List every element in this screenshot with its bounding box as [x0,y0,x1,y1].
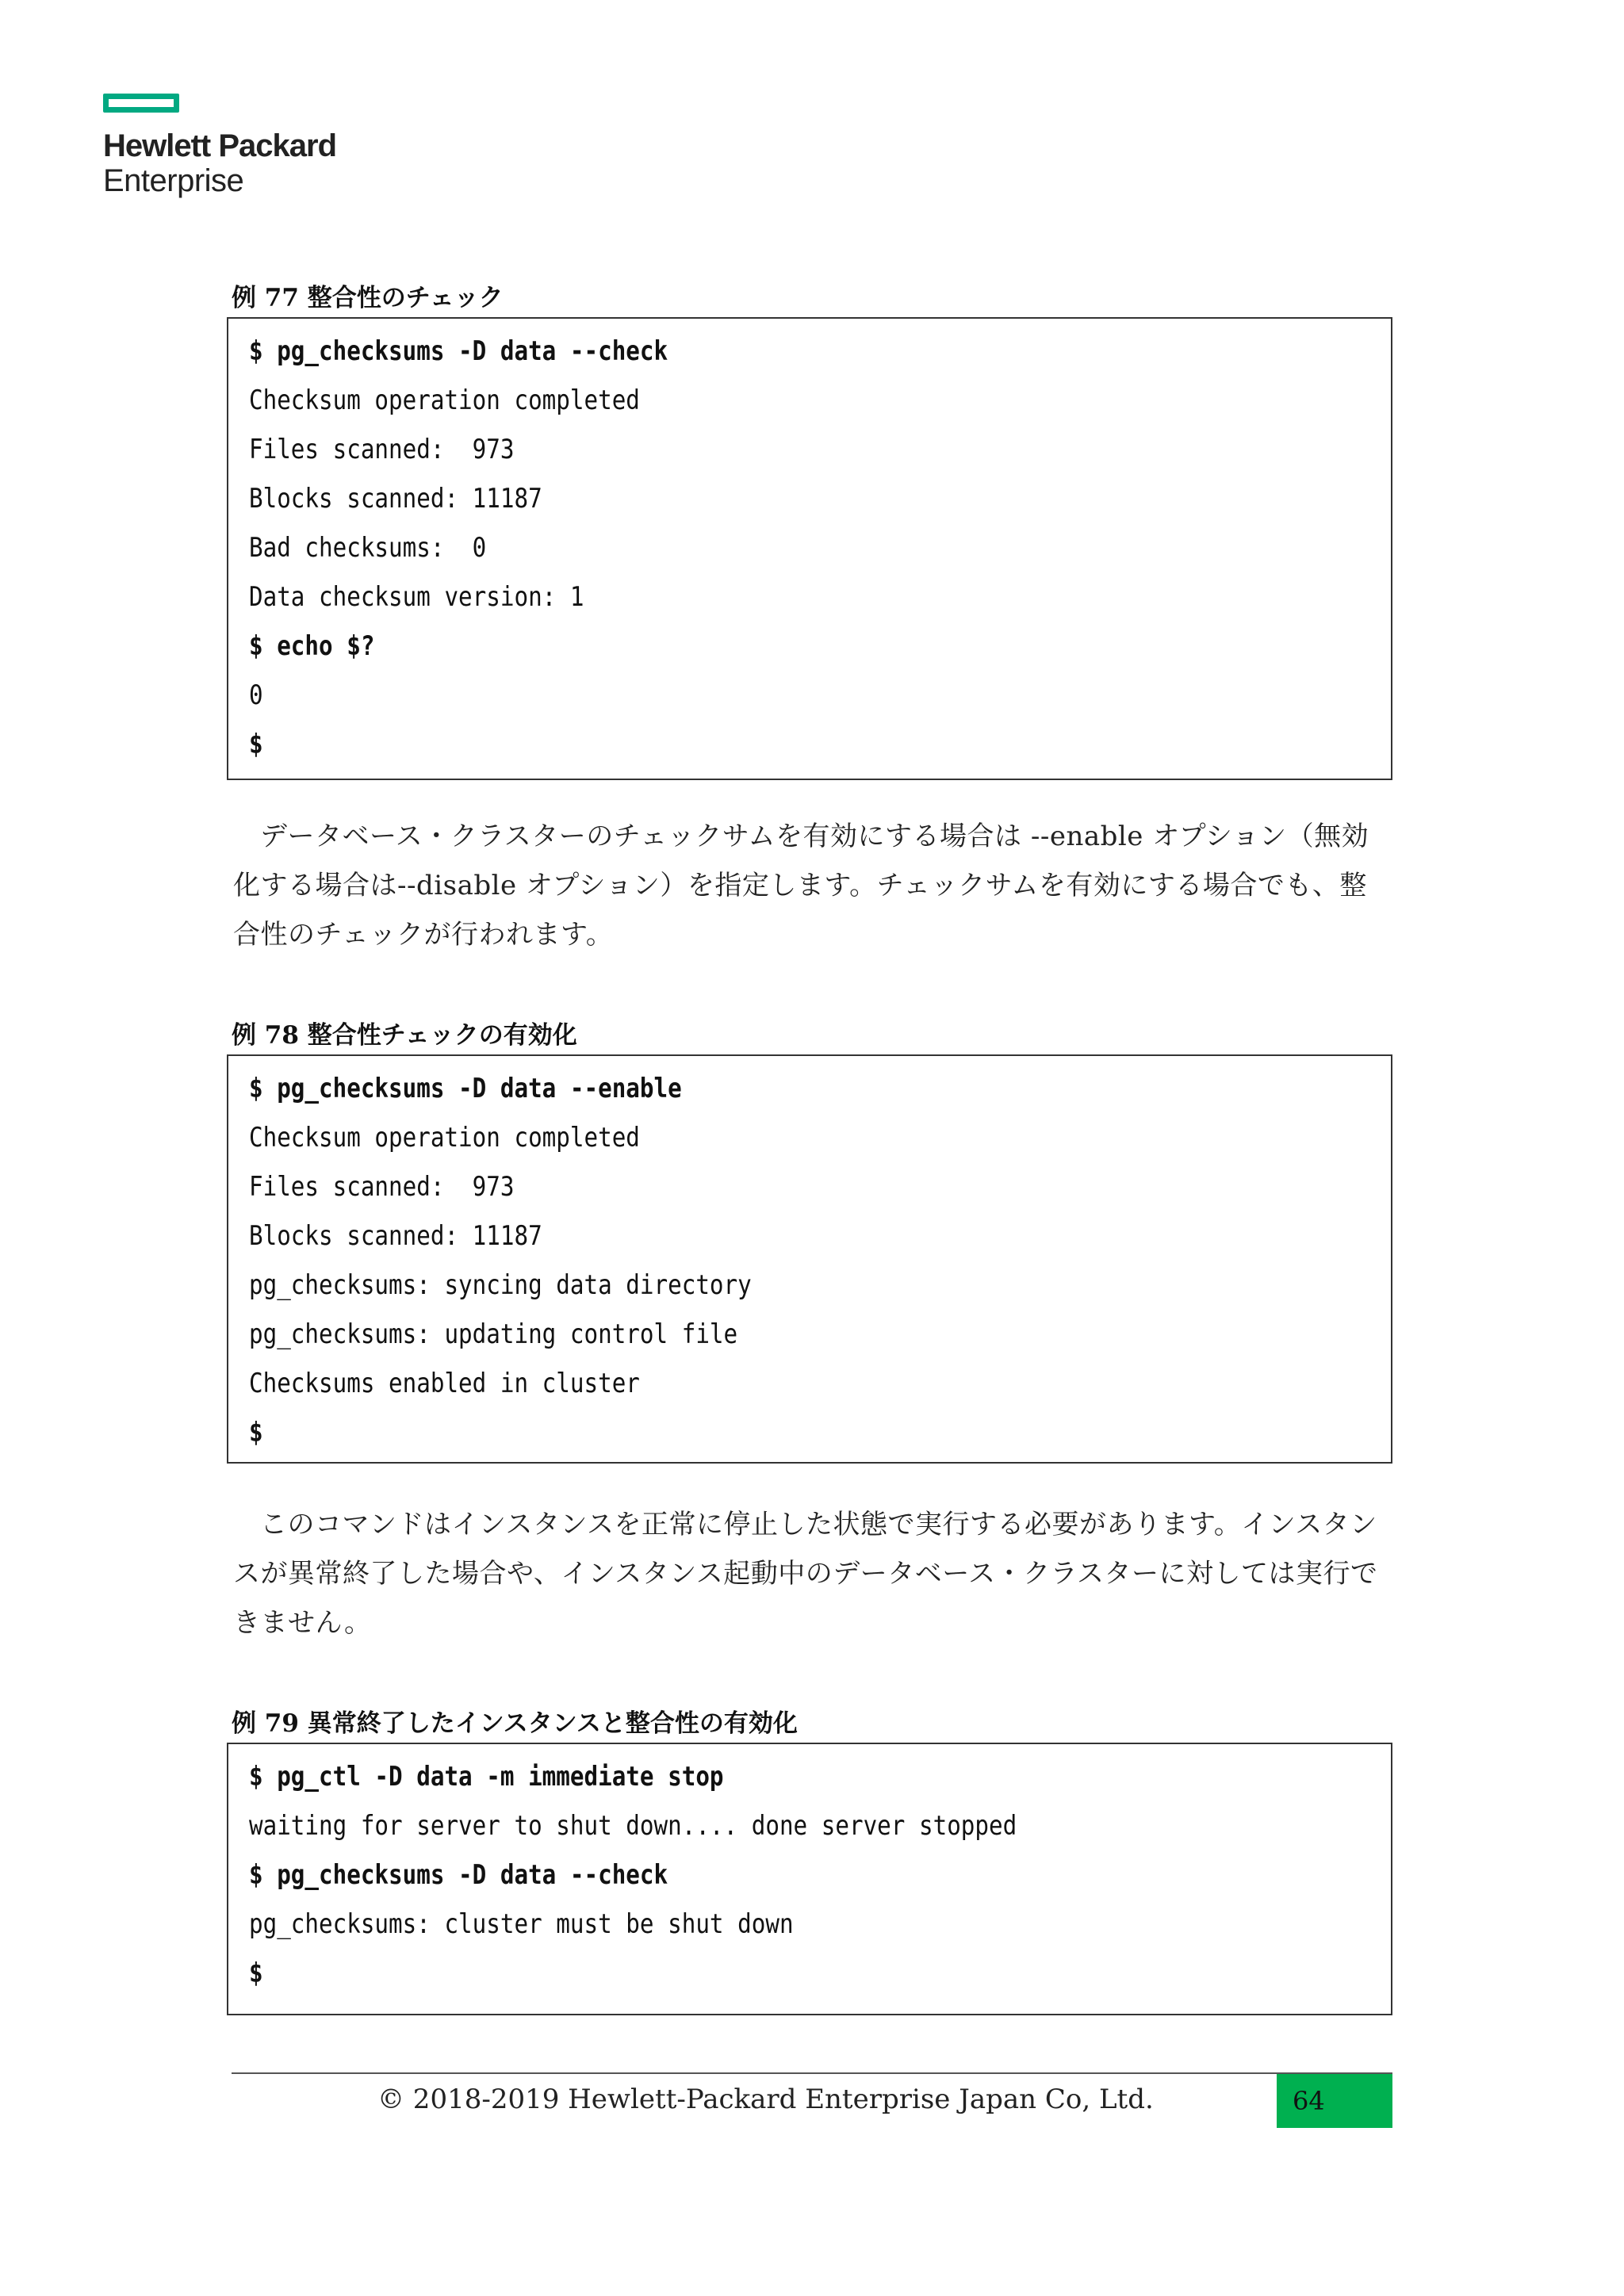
code-line: Data checksum version: 1 [249,581,584,613]
code-line: pg_checksums: syncing data directory [249,1269,752,1301]
code-line: $ pg_checksums -D data --check [249,335,668,367]
code-line: Bad checksums: 0 [249,532,487,564]
code-line: $ [249,729,263,760]
footer-divider [232,2072,1392,2074]
code-line: Checksum operation completed [249,385,640,416]
code-line: Blocks scanned: 11187 [249,483,542,515]
code-line: $ pg_checksums -D data --check [249,1859,668,1891]
code-line: pg_checksums: updating control file [249,1318,738,1350]
code-line: $ [249,1417,263,1448]
code-line: pg_checksums: cluster must be shut down [249,1908,794,1940]
code-line: $ pg_checksums -D data --enable [249,1073,682,1104]
example-78-code-block [227,1054,1392,1464]
code-line: $ [249,1957,263,1989]
example-77-code-block [227,317,1392,780]
page-number: 64 [1277,2074,1392,2128]
example-79-caption: 例 79 異常終了したインスタンスと整合性の有効化 [232,1709,798,1738]
code-line: Checksum operation completed [249,1122,640,1154]
code-line: $ pg_ctl -D data -m immediate stop [249,1761,724,1793]
example-78-caption: 例 78 整合性チェックの有効化 [232,1021,577,1050]
hpe-logo-bar-icon [103,94,179,113]
hpe-logo [103,94,336,198]
paragraph-enable-option: データベース・クラスターのチェックサムを有効にする場合は --enable オプション（無効化する場合は--disable オプション）を指定します。チェックサムを有効にする場合でも、整合性のチェックが行われます。 [233,821,1369,951]
example-79-code-block [227,1743,1392,2015]
code-line: 0 [249,679,263,711]
logo-text-line2: Enterprise [103,163,244,198]
footer-copyright: © 2018-2019 Hewlett-Packard Enterprise Japan Co, Ltd. [377,2084,1154,2115]
code-line: Files scanned: 973 [249,1171,515,1203]
example-77-caption: 例 77 整合性のチェック [232,284,504,312]
logo-text-line1: Hewlett Packard [103,128,337,163]
code-line: waiting for server to shut down.... done server stopped [249,1810,1017,1842]
code-line: Checksums enabled in cluster [249,1368,640,1399]
code-line: $ echo $? [249,630,375,662]
code-line: Blocks scanned: 11187 [249,1220,542,1252]
paragraph-stop-requirement: このコマンドはインスタンスを正常に停止した状態で実行する必要があります。インスタンスが異常終了した場合や、インスタンス起動中のデータベース・クラスターに対しては実行できません。 [233,1509,1378,1639]
code-line: Files scanned: 973 [249,434,515,465]
